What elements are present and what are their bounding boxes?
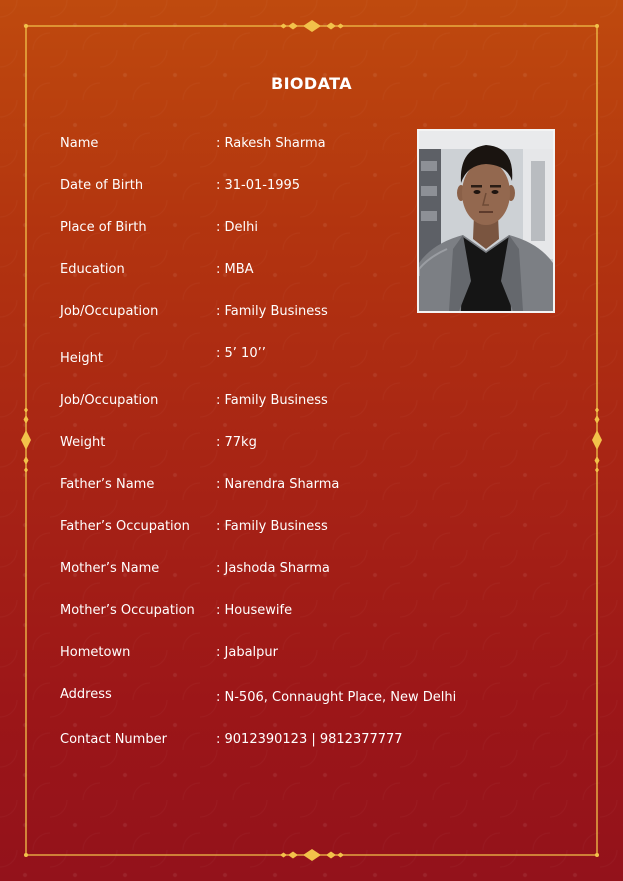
portrait-illustration [419, 131, 553, 311]
field-value: : N-506, Connaught Place, New Delhi [216, 690, 457, 705]
field-label: Job/Occupation [60, 393, 159, 408]
field-label: Mother’s Name [60, 561, 160, 576]
field-value: : 9012390123 | 9812377777 [216, 732, 403, 747]
field-label: Address [60, 687, 112, 702]
page-title: BIODATA [270, 74, 353, 93]
field-label: Education [60, 262, 125, 277]
field-value: : Jashoda Sharma [216, 561, 330, 576]
field-value: : Housewife [216, 603, 293, 618]
field-label: Name [60, 136, 99, 151]
field-value: : 31-01-1995 [216, 178, 301, 193]
field-value: : 5’ 10’’ [216, 346, 266, 361]
field-value: : Jabalpur [216, 645, 278, 660]
field-label: Weight [60, 435, 106, 450]
field-label: Job/Occupation [60, 304, 159, 319]
profile-photo [417, 129, 555, 313]
field-value: : Family Business [216, 393, 328, 408]
field-value: : Narendra Sharma [216, 477, 340, 492]
field-label: Height [60, 351, 103, 366]
field-label: Father’s Occupation [60, 519, 190, 534]
field-value: : Delhi [216, 220, 258, 235]
field-value: : 77kg [216, 435, 257, 450]
field-label: Mother’s Occupation [60, 603, 195, 618]
field-label: Father’s Name [60, 477, 155, 492]
field-label: Date of Birth [60, 178, 144, 193]
field-value: : Family Business [216, 304, 328, 319]
field-label: Contact Number [60, 732, 167, 747]
field-value: : MBA [216, 262, 254, 277]
field-label: Place of Birth [60, 220, 147, 235]
field-value: : Family Business [216, 519, 328, 534]
field-label: Hometown [60, 645, 131, 660]
field-value: : Rakesh Sharma [216, 136, 326, 151]
